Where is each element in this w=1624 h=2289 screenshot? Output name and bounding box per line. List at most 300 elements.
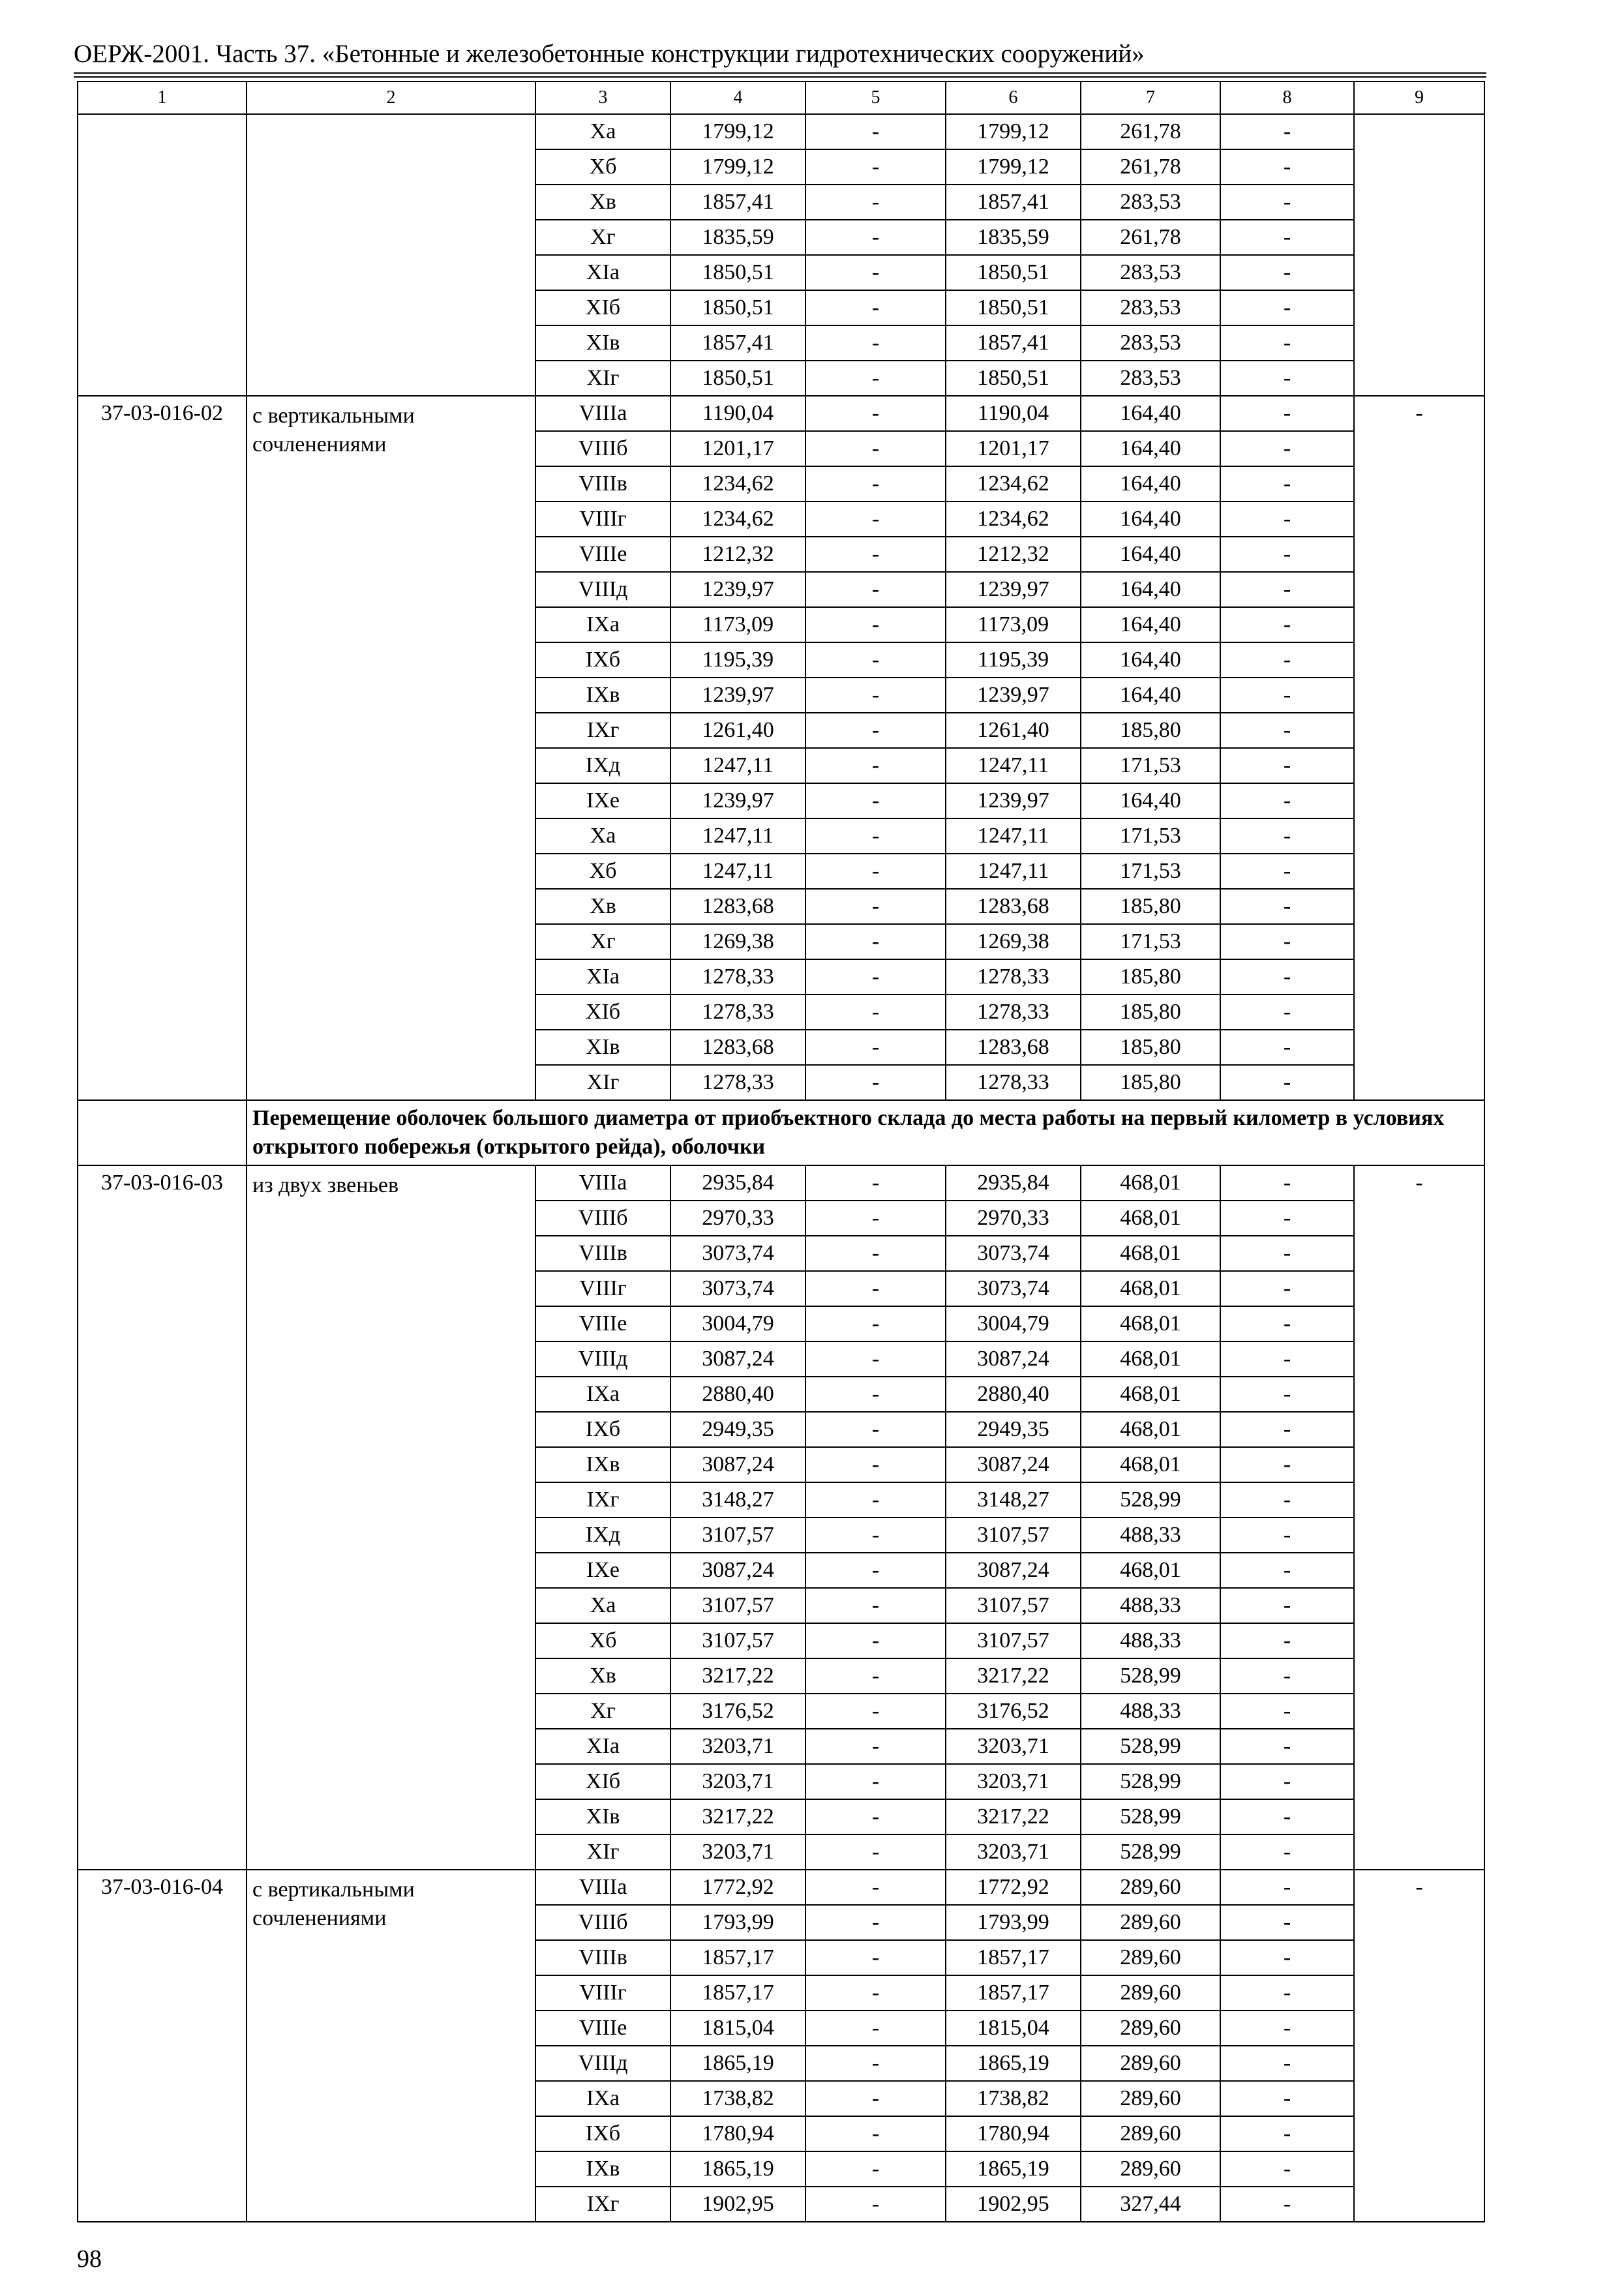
machine-cost-cell: 1247,11 bbox=[946, 818, 1081, 854]
wages-cell: - bbox=[805, 1201, 946, 1236]
materials-cell: - bbox=[1220, 1799, 1354, 1834]
materials-cell: - bbox=[1220, 1940, 1354, 1975]
direct-cost-cell: 1269,38 bbox=[670, 924, 805, 959]
machine-cost-cell: 1247,11 bbox=[946, 748, 1081, 783]
machinists-wages-cell: 164,40 bbox=[1081, 431, 1220, 466]
class-cell: IXг bbox=[535, 713, 670, 748]
wages-cell: - bbox=[805, 995, 946, 1030]
materials-cell: - bbox=[1220, 1341, 1354, 1377]
class-cell: Xв bbox=[535, 185, 670, 220]
machinists-wages-cell: 185,80 bbox=[1081, 713, 1220, 748]
class-cell: VIIIa bbox=[535, 1165, 670, 1201]
materials-cell: - bbox=[1220, 2187, 1354, 2222]
direct-cost-cell: 2970,33 bbox=[670, 1201, 805, 1236]
wages-cell: - bbox=[805, 1412, 946, 1447]
class-cell: Xг bbox=[535, 220, 670, 255]
machinists-wages-cell: 164,40 bbox=[1081, 501, 1220, 537]
class-cell: VIIIв bbox=[535, 1236, 670, 1271]
materials-cell: - bbox=[1220, 572, 1354, 607]
wages-cell: - bbox=[805, 2187, 946, 2222]
code-cell: 37-03-016-03 bbox=[78, 1165, 247, 1870]
materials-cell: - bbox=[1220, 959, 1354, 995]
class-cell: IXд bbox=[535, 1518, 670, 1553]
materials-cell: - bbox=[1220, 114, 1354, 149]
machinists-wages-cell: 528,99 bbox=[1081, 1482, 1220, 1518]
wages-cell: - bbox=[805, 2046, 946, 2081]
direct-cost-cell: 1902,95 bbox=[670, 2187, 805, 2222]
column-number-cell: 1 bbox=[78, 82, 247, 114]
class-cell: VIIIд bbox=[535, 572, 670, 607]
machinists-wages-cell: 468,01 bbox=[1081, 1412, 1220, 1447]
description-cell bbox=[247, 114, 535, 396]
wages-cell: - bbox=[805, 255, 946, 290]
materials-cell: - bbox=[1220, 290, 1354, 325]
materials-cell: - bbox=[1220, 537, 1354, 572]
class-cell: Xa bbox=[535, 1588, 670, 1623]
class-cell: Xг bbox=[535, 1694, 670, 1729]
machine-cost-cell: 3217,22 bbox=[946, 1658, 1081, 1694]
section-title: Перемещение оболочек большого диаметра от приобъектного склада до места работы на первый километр в условиях открытого побережья (открытого рейда), оболочки bbox=[247, 1100, 1484, 1165]
materials-cell: - bbox=[1220, 220, 1354, 255]
machinists-wages-cell: 164,40 bbox=[1081, 396, 1220, 431]
materials-cell: - bbox=[1220, 149, 1354, 185]
direct-cost-cell: 1850,51 bbox=[670, 290, 805, 325]
wages-cell: - bbox=[805, 1764, 946, 1799]
direct-cost-cell: 1283,68 bbox=[670, 1030, 805, 1065]
direct-cost-cell: 1195,39 bbox=[670, 642, 805, 678]
direct-cost-cell: 3073,74 bbox=[670, 1236, 805, 1271]
materials-cell: - bbox=[1220, 1764, 1354, 1799]
wages-cell: - bbox=[805, 1658, 946, 1694]
materials-cell: - bbox=[1220, 607, 1354, 642]
class-cell: VIIIе bbox=[535, 2011, 670, 2046]
wages-cell: - bbox=[805, 1447, 946, 1482]
materials-cell: - bbox=[1220, 1447, 1354, 1482]
wages-cell: - bbox=[805, 818, 946, 854]
machinists-wages-cell: 164,40 bbox=[1081, 678, 1220, 713]
wages-cell: - bbox=[805, 1482, 946, 1518]
machinists-wages-cell: 289,60 bbox=[1081, 2116, 1220, 2151]
machinists-wages-cell: 528,99 bbox=[1081, 1658, 1220, 1694]
class-cell: VIIIa bbox=[535, 396, 670, 431]
machine-cost-cell: 1857,17 bbox=[946, 1940, 1081, 1975]
wages-cell: - bbox=[805, 1553, 946, 1588]
machine-cost-cell: 3107,57 bbox=[946, 1518, 1081, 1553]
wages-cell: - bbox=[805, 325, 946, 361]
wages-cell: - bbox=[805, 1870, 946, 1905]
direct-cost-cell: 3107,57 bbox=[670, 1588, 805, 1623]
code-cell: 37-03-016-04 bbox=[78, 1870, 247, 2222]
materials-cell: - bbox=[1220, 1729, 1354, 1764]
materials-cell: - bbox=[1220, 1165, 1354, 1201]
direct-cost-cell: 1857,17 bbox=[670, 1975, 805, 2011]
machinists-wages-cell: 289,60 bbox=[1081, 2011, 1220, 2046]
materials-cell: - bbox=[1220, 818, 1354, 854]
materials-cell: - bbox=[1220, 642, 1354, 678]
direct-cost-cell: 1793,99 bbox=[670, 1905, 805, 1940]
direct-cost-cell: 1278,33 bbox=[670, 959, 805, 995]
materials-cell: - bbox=[1220, 396, 1354, 431]
materials-cell: - bbox=[1220, 2011, 1354, 2046]
column-9-cell: - bbox=[1354, 1165, 1484, 1870]
machinists-wages-cell: 528,99 bbox=[1081, 1799, 1220, 1834]
materials-cell: - bbox=[1220, 431, 1354, 466]
machinists-wages-cell: 289,60 bbox=[1081, 2046, 1220, 2081]
materials-cell: - bbox=[1220, 1905, 1354, 1940]
materials-cell: - bbox=[1220, 1870, 1354, 1905]
machinists-wages-cell: 164,40 bbox=[1081, 607, 1220, 642]
page-header-title: ОЕРЖ-2001. Часть 37. «Бетонные и железобетонные конструкции гидротехнических сооружений» bbox=[74, 40, 1145, 68]
class-cell: XIб bbox=[535, 1764, 670, 1799]
machine-cost-cell: 1239,97 bbox=[946, 572, 1081, 607]
class-cell: VIIIг bbox=[535, 501, 670, 537]
column-number-cell: 2 bbox=[247, 82, 535, 114]
materials-cell: - bbox=[1220, 1658, 1354, 1694]
wages-cell: - bbox=[805, 1236, 946, 1271]
wages-cell: - bbox=[805, 431, 946, 466]
materials-cell: - bbox=[1220, 1518, 1354, 1553]
machine-cost-cell: 1278,33 bbox=[946, 1065, 1081, 1100]
machine-cost-cell: 3176,52 bbox=[946, 1694, 1081, 1729]
direct-cost-cell: 1738,82 bbox=[670, 2081, 805, 2116]
wages-cell: - bbox=[805, 678, 946, 713]
class-cell: XIв bbox=[535, 325, 670, 361]
materials-cell: - bbox=[1220, 361, 1354, 396]
materials-cell: - bbox=[1220, 466, 1354, 501]
direct-cost-cell: 1247,11 bbox=[670, 748, 805, 783]
machine-cost-cell: 3203,71 bbox=[946, 1834, 1081, 1870]
direct-cost-cell: 3217,22 bbox=[670, 1799, 805, 1834]
materials-cell: - bbox=[1220, 1201, 1354, 1236]
class-cell: VIIIб bbox=[535, 431, 670, 466]
class-cell: VIIIв bbox=[535, 1940, 670, 1975]
class-cell: VIIIе bbox=[535, 537, 670, 572]
direct-cost-cell: 1799,12 bbox=[670, 149, 805, 185]
wages-cell: - bbox=[805, 607, 946, 642]
class-cell: VIIIе bbox=[535, 1306, 670, 1341]
wages-cell: - bbox=[805, 290, 946, 325]
direct-cost-cell: 1278,33 bbox=[670, 1065, 805, 1100]
machine-cost-cell: 2935,84 bbox=[946, 1165, 1081, 1201]
direct-cost-cell: 1212,32 bbox=[670, 537, 805, 572]
machinists-wages-cell: 283,53 bbox=[1081, 361, 1220, 396]
class-cell: VIIIб bbox=[535, 1905, 670, 1940]
wages-cell: - bbox=[805, 2081, 946, 2116]
machinists-wages-cell: 289,60 bbox=[1081, 2151, 1220, 2187]
machinists-wages-cell: 289,60 bbox=[1081, 1940, 1220, 1975]
direct-cost-cell: 1865,19 bbox=[670, 2046, 805, 2081]
direct-cost-cell: 2935,84 bbox=[670, 1165, 805, 1201]
class-cell: IXв bbox=[535, 678, 670, 713]
machine-cost-cell: 1239,97 bbox=[946, 783, 1081, 818]
wages-cell: - bbox=[805, 1341, 946, 1377]
machine-cost-cell: 1793,99 bbox=[946, 1905, 1081, 1940]
machinists-wages-cell: 261,78 bbox=[1081, 114, 1220, 149]
machine-cost-cell: 1865,19 bbox=[946, 2046, 1081, 2081]
class-cell: XIa bbox=[535, 959, 670, 995]
materials-cell: - bbox=[1220, 1271, 1354, 1306]
wages-cell: - bbox=[805, 1271, 946, 1306]
direct-cost-cell: 1799,12 bbox=[670, 114, 805, 149]
machinists-wages-cell: 171,53 bbox=[1081, 818, 1220, 854]
machine-cost-cell: 1239,97 bbox=[946, 678, 1081, 713]
direct-cost-cell: 3203,71 bbox=[670, 1834, 805, 1870]
machine-cost-cell: 2880,40 bbox=[946, 1377, 1081, 1412]
wages-cell: - bbox=[805, 466, 946, 501]
machinists-wages-cell: 185,80 bbox=[1081, 889, 1220, 924]
machine-cost-cell: 3107,57 bbox=[946, 1623, 1081, 1658]
machine-cost-cell: 3148,27 bbox=[946, 1482, 1081, 1518]
machinists-wages-cell: 283,53 bbox=[1081, 255, 1220, 290]
machinists-wages-cell: 468,01 bbox=[1081, 1271, 1220, 1306]
direct-cost-cell: 1850,51 bbox=[670, 361, 805, 396]
materials-cell: - bbox=[1220, 924, 1354, 959]
class-cell: XIб bbox=[535, 995, 670, 1030]
wages-cell: - bbox=[805, 2151, 946, 2187]
machine-cost-cell: 1195,39 bbox=[946, 642, 1081, 678]
wages-cell: - bbox=[805, 748, 946, 783]
class-cell: IXв bbox=[535, 2151, 670, 2187]
machine-cost-cell: 2949,35 bbox=[946, 1412, 1081, 1447]
machine-cost-cell: 1283,68 bbox=[946, 1030, 1081, 1065]
class-cell: IXб bbox=[535, 1412, 670, 1447]
wages-cell: - bbox=[805, 537, 946, 572]
machine-cost-cell: 3203,71 bbox=[946, 1729, 1081, 1764]
direct-cost-cell: 2949,35 bbox=[670, 1412, 805, 1447]
wages-cell: - bbox=[805, 1623, 946, 1658]
class-cell: Xб bbox=[535, 149, 670, 185]
machine-cost-cell: 3107,57 bbox=[946, 1588, 1081, 1623]
direct-cost-cell: 1234,62 bbox=[670, 501, 805, 537]
direct-cost-cell: 1850,51 bbox=[670, 255, 805, 290]
machine-cost-cell: 1283,68 bbox=[946, 889, 1081, 924]
machine-cost-cell: 1278,33 bbox=[946, 959, 1081, 995]
machinists-wages-cell: 171,53 bbox=[1081, 748, 1220, 783]
class-cell: IXд bbox=[535, 748, 670, 783]
materials-cell: - bbox=[1220, 1975, 1354, 2011]
direct-cost-cell: 3004,79 bbox=[670, 1306, 805, 1341]
machine-cost-cell: 1850,51 bbox=[946, 290, 1081, 325]
code-cell: 37-03-016-02 bbox=[78, 396, 247, 1100]
machine-cost-cell: 1738,82 bbox=[946, 2081, 1081, 2116]
direct-cost-cell: 1857,41 bbox=[670, 325, 805, 361]
machinists-wages-cell: 289,60 bbox=[1081, 1870, 1220, 1905]
machinists-wages-cell: 468,01 bbox=[1081, 1553, 1220, 1588]
wages-cell: - bbox=[805, 220, 946, 255]
wages-cell: - bbox=[805, 1940, 946, 1975]
direct-cost-cell: 1201,17 bbox=[670, 431, 805, 466]
machinists-wages-cell: 488,33 bbox=[1081, 1518, 1220, 1553]
machine-cost-cell: 3073,74 bbox=[946, 1236, 1081, 1271]
materials-cell: - bbox=[1220, 1553, 1354, 1588]
machine-cost-cell: 1857,17 bbox=[946, 1975, 1081, 2011]
machinists-wages-cell: 289,60 bbox=[1081, 1975, 1220, 2011]
wages-cell: - bbox=[805, 396, 946, 431]
direct-cost-cell: 3087,24 bbox=[670, 1553, 805, 1588]
class-cell: IXг bbox=[535, 1482, 670, 1518]
materials-cell: - bbox=[1220, 1236, 1354, 1271]
materials-cell: - bbox=[1220, 255, 1354, 290]
direct-cost-cell: 1815,04 bbox=[670, 2011, 805, 2046]
column-number-cell: 3 bbox=[535, 82, 670, 114]
class-cell: VIIIг bbox=[535, 1975, 670, 2011]
class-cell: XIг bbox=[535, 1834, 670, 1870]
table-row bbox=[78, 396, 1484, 431]
class-cell: XIв bbox=[535, 1799, 670, 1834]
direct-cost-cell: 3148,27 bbox=[670, 1482, 805, 1518]
class-cell: VIIIб bbox=[535, 1201, 670, 1236]
direct-cost-cell: 3107,57 bbox=[670, 1518, 805, 1553]
wages-cell: - bbox=[805, 361, 946, 396]
class-cell: IXe bbox=[535, 1553, 670, 1588]
materials-cell: - bbox=[1220, 748, 1354, 783]
machine-cost-cell: 1234,62 bbox=[946, 466, 1081, 501]
section-spacer-cell bbox=[78, 1100, 247, 1165]
materials-cell: - bbox=[1220, 185, 1354, 220]
machine-cost-cell: 3087,24 bbox=[946, 1341, 1081, 1377]
direct-cost-cell: 1857,41 bbox=[670, 185, 805, 220]
machine-cost-cell: 1201,17 bbox=[946, 431, 1081, 466]
section-header-row bbox=[78, 1100, 1484, 1165]
class-cell: IXa bbox=[535, 1377, 670, 1412]
machinists-wages-cell: 488,33 bbox=[1081, 1588, 1220, 1623]
class-cell: IXe bbox=[535, 783, 670, 818]
machinists-wages-cell: 488,33 bbox=[1081, 1623, 1220, 1658]
materials-cell: - bbox=[1220, 1588, 1354, 1623]
materials-cell: - bbox=[1220, 1030, 1354, 1065]
class-cell: IXa bbox=[535, 2081, 670, 2116]
direct-cost-cell: 1772,92 bbox=[670, 1870, 805, 1905]
machinists-wages-cell: 289,60 bbox=[1081, 2081, 1220, 2116]
machine-cost-cell: 3004,79 bbox=[946, 1306, 1081, 1341]
wages-cell: - bbox=[805, 185, 946, 220]
header-divider-double bbox=[74, 76, 1486, 78]
direct-cost-cell: 1780,94 bbox=[670, 2116, 805, 2151]
machine-cost-cell: 1212,32 bbox=[946, 537, 1081, 572]
machinists-wages-cell: 185,80 bbox=[1081, 995, 1220, 1030]
machine-cost-cell: 1850,51 bbox=[946, 361, 1081, 396]
materials-cell: - bbox=[1220, 713, 1354, 748]
direct-cost-cell: 1190,04 bbox=[670, 396, 805, 431]
wages-cell: - bbox=[805, 783, 946, 818]
materials-cell: - bbox=[1220, 325, 1354, 361]
machinists-wages-cell: 528,99 bbox=[1081, 1834, 1220, 1870]
wages-cell: - bbox=[805, 1729, 946, 1764]
direct-cost-cell: 3217,22 bbox=[670, 1658, 805, 1694]
machinists-wages-cell: 164,40 bbox=[1081, 572, 1220, 607]
machine-cost-cell: 1278,33 bbox=[946, 995, 1081, 1030]
direct-cost-cell: 3107,57 bbox=[670, 1623, 805, 1658]
materials-cell: - bbox=[1220, 783, 1354, 818]
wages-cell: - bbox=[805, 501, 946, 537]
class-cell: XIa bbox=[535, 255, 670, 290]
machinists-wages-cell: 185,80 bbox=[1081, 1065, 1220, 1100]
materials-cell: - bbox=[1220, 678, 1354, 713]
machinists-wages-cell: 283,53 bbox=[1081, 325, 1220, 361]
column-number-row bbox=[78, 82, 1484, 114]
column-number-cell: 7 bbox=[1081, 82, 1220, 114]
class-cell: XIг bbox=[535, 1065, 670, 1100]
machine-cost-cell: 3087,24 bbox=[946, 1553, 1081, 1588]
class-cell: VIIIв bbox=[535, 466, 670, 501]
materials-cell: - bbox=[1220, 1834, 1354, 1870]
column-9-cell bbox=[1354, 114, 1484, 396]
machinists-wages-cell: 171,53 bbox=[1081, 854, 1220, 889]
direct-cost-cell: 3073,74 bbox=[670, 1271, 805, 1306]
class-cell: VIIIд bbox=[535, 1341, 670, 1377]
machinists-wages-cell: 528,99 bbox=[1081, 1764, 1220, 1799]
class-cell: Xв bbox=[535, 1658, 670, 1694]
class-cell: VIIIд bbox=[535, 2046, 670, 2081]
machinists-wages-cell: 327,44 bbox=[1081, 2187, 1220, 2222]
machine-cost-cell: 2970,33 bbox=[946, 1201, 1081, 1236]
machine-cost-cell: 1780,94 bbox=[946, 2116, 1081, 2151]
rates-table bbox=[77, 81, 1485, 2222]
machine-cost-cell: 1799,12 bbox=[946, 114, 1081, 149]
table-row bbox=[78, 1165, 1484, 1201]
machinists-wages-cell: 468,01 bbox=[1081, 1236, 1220, 1271]
machine-cost-cell: 1173,09 bbox=[946, 607, 1081, 642]
wages-cell: - bbox=[805, 1834, 946, 1870]
direct-cost-cell: 1239,97 bbox=[670, 783, 805, 818]
class-cell: IXб bbox=[535, 2116, 670, 2151]
class-cell: VIIIг bbox=[535, 1271, 670, 1306]
machine-cost-cell: 1799,12 bbox=[946, 149, 1081, 185]
materials-cell: - bbox=[1220, 2046, 1354, 2081]
wages-cell: - bbox=[805, 1799, 946, 1834]
direct-cost-cell: 3203,71 bbox=[670, 1729, 805, 1764]
direct-cost-cell: 1239,97 bbox=[670, 678, 805, 713]
wages-cell: - bbox=[805, 1588, 946, 1623]
wages-cell: - bbox=[805, 1377, 946, 1412]
materials-cell: - bbox=[1220, 1482, 1354, 1518]
machine-cost-cell: 1269,38 bbox=[946, 924, 1081, 959]
wages-cell: - bbox=[805, 854, 946, 889]
machinists-wages-cell: 468,01 bbox=[1081, 1341, 1220, 1377]
direct-cost-cell: 1173,09 bbox=[670, 607, 805, 642]
direct-cost-cell: 3203,71 bbox=[670, 1764, 805, 1799]
materials-cell: - bbox=[1220, 1065, 1354, 1100]
direct-cost-cell: 1247,11 bbox=[670, 818, 805, 854]
wages-cell: - bbox=[805, 2011, 946, 2046]
description-cell: с вертикальными сочленениями bbox=[247, 396, 535, 1100]
direct-cost-cell: 2880,40 bbox=[670, 1377, 805, 1412]
machinists-wages-cell: 468,01 bbox=[1081, 1306, 1220, 1341]
wages-cell: - bbox=[805, 642, 946, 678]
machine-cost-cell: 1815,04 bbox=[946, 2011, 1081, 2046]
class-cell: Xг bbox=[535, 924, 670, 959]
table-row bbox=[78, 114, 1484, 149]
wages-cell: - bbox=[805, 572, 946, 607]
header-divider bbox=[74, 72, 1486, 74]
description-cell: из двух звеньев bbox=[247, 1165, 535, 1870]
class-cell: Xб bbox=[535, 854, 670, 889]
wages-cell: - bbox=[805, 1030, 946, 1065]
machinists-wages-cell: 164,40 bbox=[1081, 537, 1220, 572]
materials-cell: - bbox=[1220, 2081, 1354, 2116]
direct-cost-cell: 3087,24 bbox=[670, 1341, 805, 1377]
wages-cell: - bbox=[805, 1518, 946, 1553]
materials-cell: - bbox=[1220, 1306, 1354, 1341]
machinists-wages-cell: 261,78 bbox=[1081, 220, 1220, 255]
materials-cell: - bbox=[1220, 2116, 1354, 2151]
wages-cell: - bbox=[805, 1065, 946, 1100]
column-number-cell: 5 bbox=[805, 82, 946, 114]
wages-cell: - bbox=[805, 1694, 946, 1729]
wages-cell: - bbox=[805, 959, 946, 995]
machinists-wages-cell: 185,80 bbox=[1081, 1030, 1220, 1065]
machine-cost-cell: 1857,41 bbox=[946, 185, 1081, 220]
